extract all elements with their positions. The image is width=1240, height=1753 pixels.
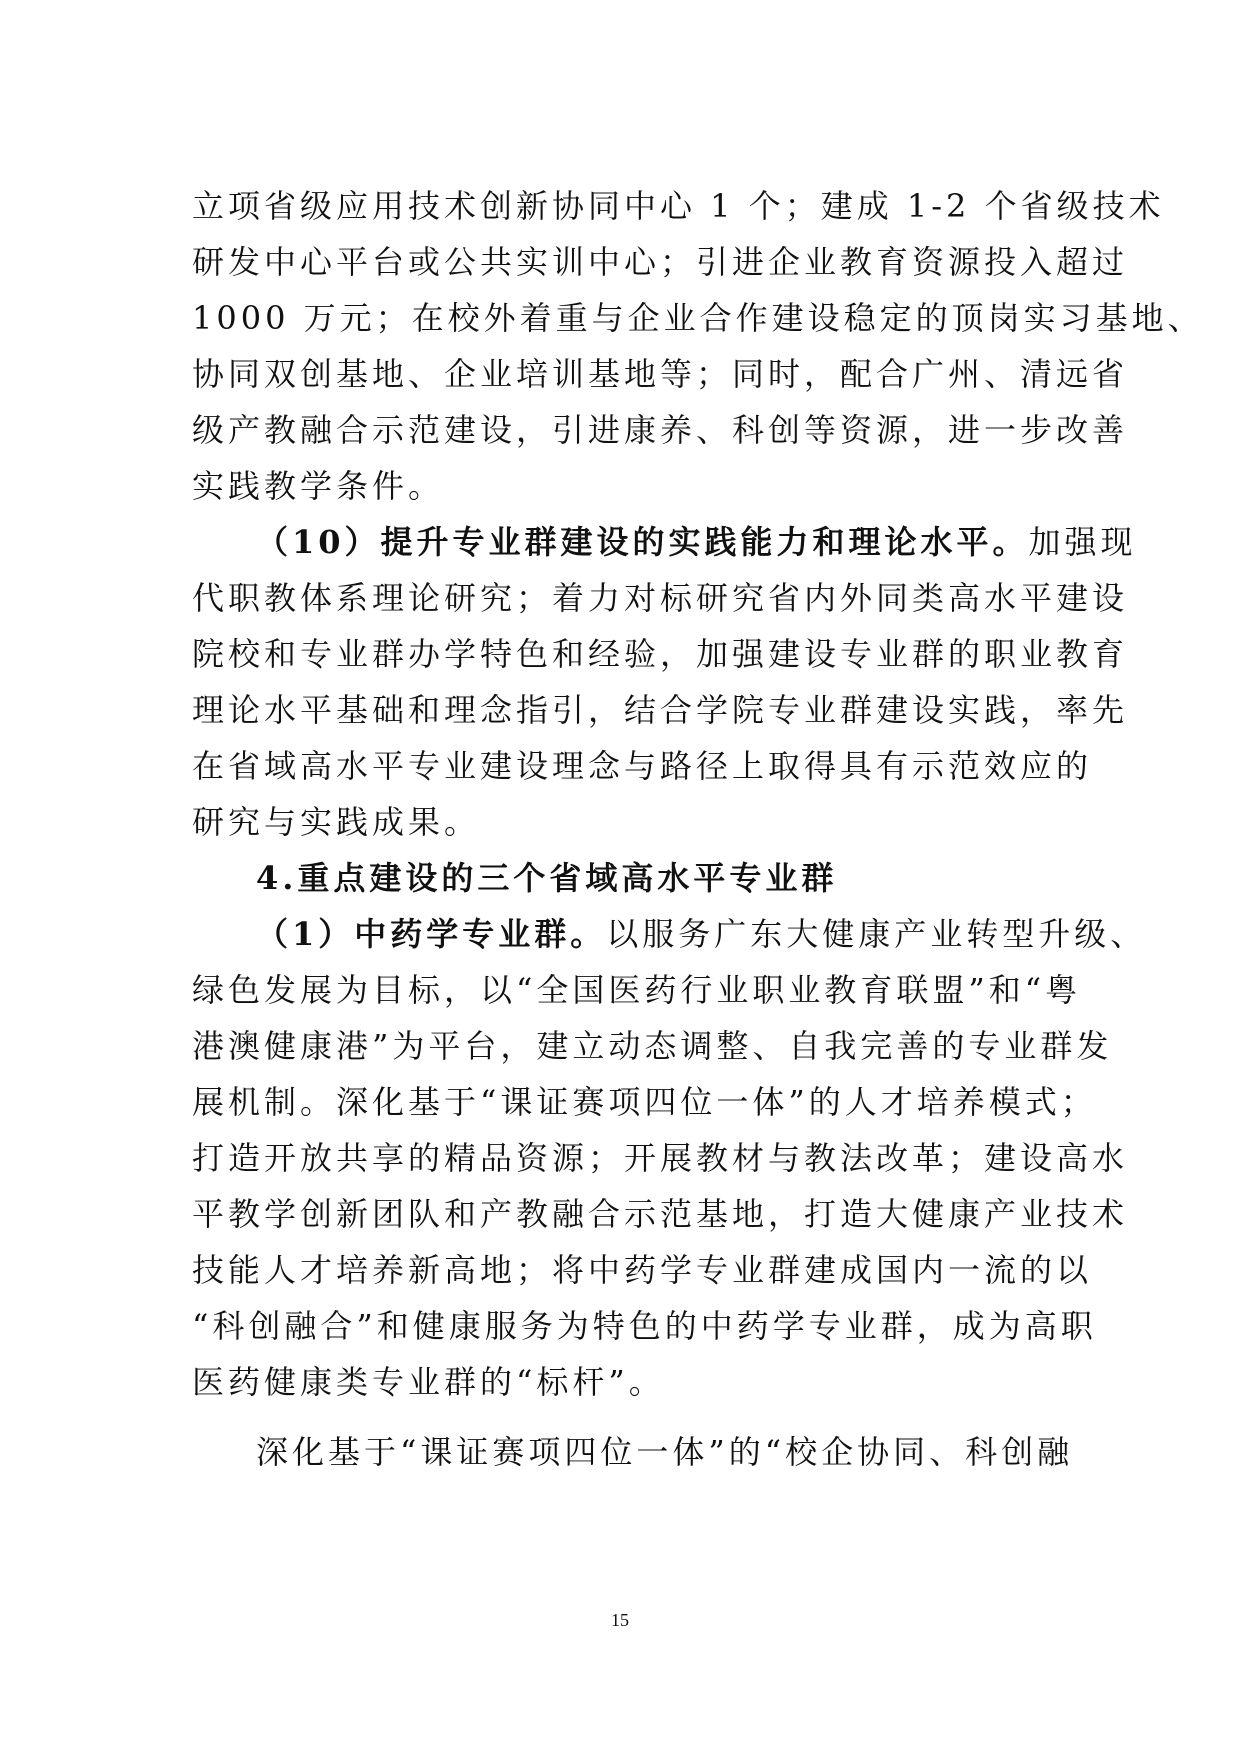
body-line: 医药健康类专业群的“标杆”。 (192, 1363, 665, 1401)
body-line: 1000 万元；在校外着重与企业合作建设稳定的顶岗实习基地、 (192, 299, 1204, 337)
section-heading-line: （10）提升专业群建设的实践能力和理论水平。加强现 (256, 523, 1137, 561)
section-heading: 4.重点建设的三个省域高水平专业群 (256, 859, 838, 897)
body-line: 院校和专业群办学特色和经验，加强建设专业群的职业教育 (192, 635, 1129, 673)
page-number: 15 (611, 1610, 629, 1630)
body-line: 深化基于“课证赛项四位一体”的“校企协同、科创融 (256, 1433, 1074, 1471)
body-line: 协同双创基地、企业培训基地等；同时，配合广州、清远省 (192, 355, 1129, 393)
body-line: “科创融合”和健康服务为特色的中药学专业群，成为高职 (192, 1307, 1097, 1345)
body-line: 研发中心平台或公共实训中心；引进企业教育资源投入超过 (192, 243, 1129, 281)
body-line: 研究与实践成果。 (192, 803, 481, 841)
body-line: 平教学创新团队和产教融合示范基地，打造大健康产业技术 (192, 1195, 1129, 1233)
body-line: 实践教学条件。 (192, 467, 445, 505)
body-line: 打造开放共享的精品资源；开展教材与教法改革；建设高水 (192, 1139, 1129, 1177)
body-line: 技能人才培养新高地；将中药学专业群建成国内一流的以 (192, 1251, 1093, 1289)
body-line: 绿色发展为目标，以“全国医药行业职业教育联盟”和“粤 (192, 971, 1082, 1009)
section-heading: （1）中药学专业群。 (256, 915, 607, 953)
section-heading-line (256, 858, 837, 898)
section-heading-line: （1）中药学专业群。以服务广东大健康产业转型升级、 (256, 915, 1147, 953)
section-heading: （10）提升专业群建设的实践能力和理论水平。 (256, 523, 1029, 561)
body-line: 级产教融合示范建设，引进康养、科创等资源，进一步改善 (192, 411, 1129, 449)
body-line: 代职教体系理论研究；着力对标研究省内外同类高水平建设 (192, 579, 1129, 617)
body-line: 展机制。深化基于“课证赛项四位一体”的人才培养模式； (192, 1083, 1097, 1121)
body-line: 理论水平基础和理念指引，结合学院专业群建设实践，率先 (192, 691, 1129, 729)
body-line: 港澳健康港”为平台，建立动态调整、自我完善的专业群发 (192, 1027, 1113, 1065)
body-line: 在省域高水平专业建设理念与路径上取得具有示范效应的 (192, 747, 1093, 785)
body-line: 立项省级应用技术创新协同中心 1 个；建成 1-2 个省级技术 (192, 187, 1165, 225)
